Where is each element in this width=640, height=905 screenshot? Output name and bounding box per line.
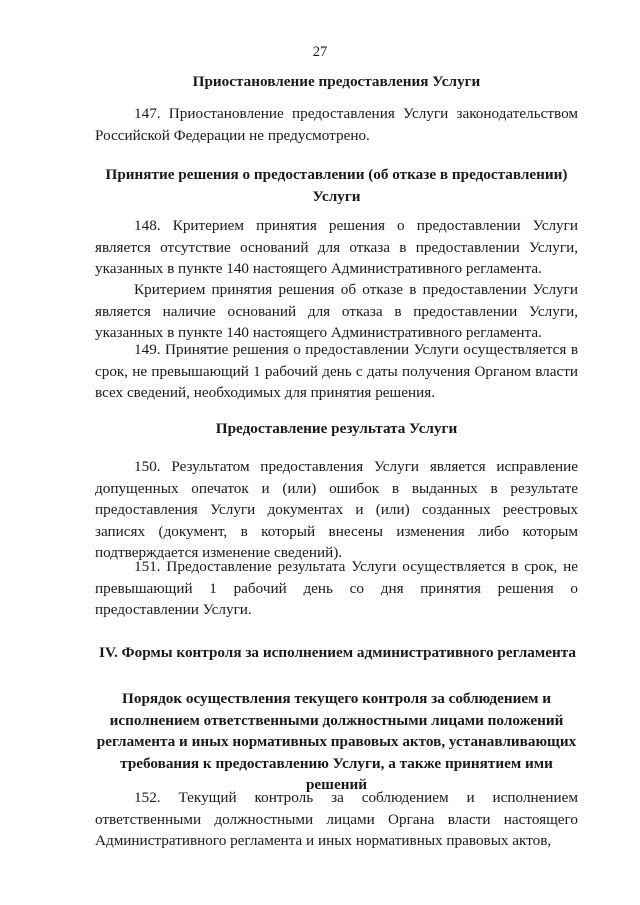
section-heading-current-control: Порядок осуществления текущего контроля за соблюдением и исполнением ответственными должностными лицами положений регламента и иных нормативных правовых актов, устанавливающих требования к предоставлению Услуги, а также принятием ими решений (96, 690, 577, 794)
section-heading-suspension: Приостановление предоставления Услуги (192, 73, 481, 90)
paragraph-150: 150. Результатом предоставления Услуги является исправление допущенных опечаток и (или) ошибок в выданных в результате предоставления Услуги документах и (или) созданных реестровых записях (документ, в который внесены изменения либо которым подтверждается изменение сведений). (95, 458, 578, 562)
paragraph-148-refusal: Критерием принятия решения об отказе в предоставлении Услуги является наличие оснований для отказа в предоставлении Услуги, указанных в пункте 140 настоящего Административного регламента. (95, 281, 578, 342)
section-heading-result: Предоставление результата Услуги (215, 420, 458, 437)
page-number: 27 (312, 44, 328, 60)
paragraph-148: 148. Критерием принятия решения о предоставлении Услуги является отсутствие оснований для отказа в предоставлении Услуги, указанных в пункте 140 настоящего Административного регламента. (95, 217, 578, 278)
paragraph-151: 151. Предоставление результата Услуги осуществляется в срок, не превышающий 1 рабочий день со дня принятия решения о предоставлении Услуги. (95, 558, 578, 619)
paragraph-147: 147. Приостановление предоставления Услуги законодательством Российской Федерации не предусмотрено. (95, 105, 578, 144)
section-heading-decision: Принятие решения о предоставлении (об отказе в предоставлении) Услуги (105, 166, 568, 205)
paragraph-152: 152. Текущий контроль за соблюдением и исполнением ответственными должностными лицами Органа власти настоящего Административного регламента и иных нормативных правовых актов, (95, 789, 578, 850)
paragraph-149: 149. Принятие решения о предоставлении Услуги осуществляется в срок, не превышающий 1 рабочий день с даты получения Органом власти всех сведений, необходимых для принятия решения. (95, 341, 578, 402)
chapter-heading-iv: IV. Формы контроля за исполнением административного регламента (99, 644, 576, 661)
